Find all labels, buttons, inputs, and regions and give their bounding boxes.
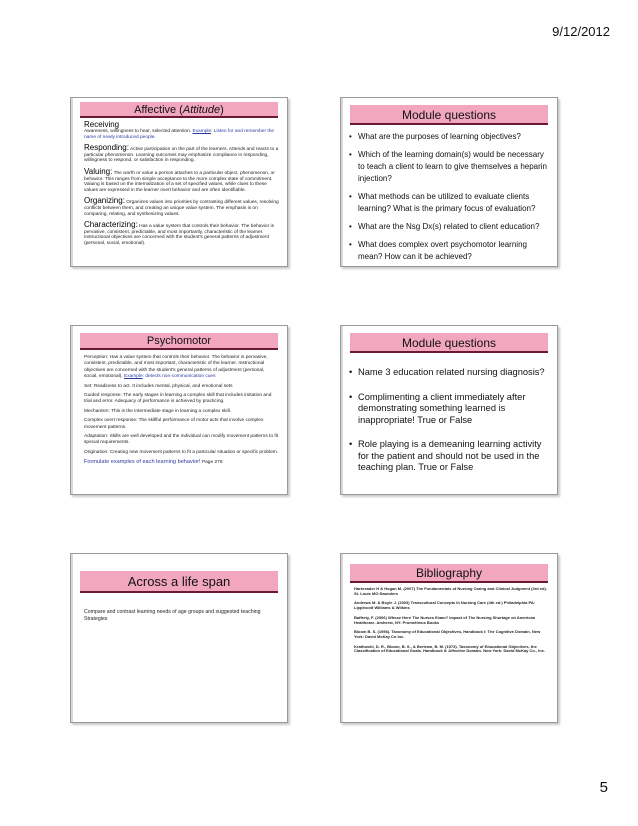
characterizing-term: Characterizing: bbox=[84, 220, 138, 230]
list-item: • Role playing is a demeaning learning activity for the patient and should not be used in the teaching plan. True or False bbox=[347, 439, 552, 474]
formulate-note: Formulate examples of each learning behavior! Page 278 bbox=[84, 459, 223, 466]
list-item: • Which of the learning domain(s) would be necessary to teach a client to learn to give themselves a heparin injection? bbox=[347, 149, 552, 185]
receiving-term: Receiving bbox=[84, 120, 120, 129]
perception-item: Perception: Has a value system that controls their behavior. The behavior is pervasive, consistent, predictable, and most important, characteristic of the learner. Instructional objectives are concerned with the student's general patterns of adjustment (personal, social, emotional). Example: detects non-communication cues bbox=[84, 355, 268, 380]
title-italic: Attitude bbox=[182, 104, 221, 116]
slide-title: Across a life span bbox=[80, 571, 278, 593]
organizing-term: Organizing: bbox=[84, 196, 125, 206]
slide-across-life-span bbox=[70, 553, 288, 723]
slide-title: Bibliography bbox=[350, 564, 548, 583]
question-list bbox=[347, 367, 552, 487]
list-item: Andrews M. & Boyle J. (2003) Transcultural Concepts In Nursing Care (4th ed.) Philadelphia PA: Lippincott Williams & Wilkins bbox=[354, 600, 536, 611]
responding-term: Responding: bbox=[84, 143, 129, 153]
page-date: 9/12/2012 bbox=[552, 24, 610, 39]
set-item: Set: Readiness to act. It includes mental, physical, and emotional sets bbox=[84, 383, 233, 389]
list-item: • What are the purposes of learning objectives? bbox=[347, 131, 552, 143]
list-item: Bafferty, F. (2006) Whose Here The Nurses Exam? Impact of The Nursing Shortage on American Healthcare. Amherst, NY: Prometheus Books bbox=[354, 614, 536, 625]
valuing-item: Valuing: The worth or value a person attaches to a particular object, phenomenon, or behavior. This ranges from simple acceptance to the more complex state of commitment. Valuing is based on the internalization of a set of specified values, while clues to these values are expressed in the learner overt behavior and are often identifiable. bbox=[84, 166, 275, 193]
slide-title: Module questions bbox=[350, 333, 548, 353]
slide-affective bbox=[70, 97, 288, 267]
origination-item: Origination: Creating new movement patterns to fit a particular situation or specific problem. bbox=[84, 449, 279, 455]
question-list bbox=[347, 131, 552, 267]
slide-bibliography bbox=[340, 553, 558, 723]
slide-title: Affective (Attitude) bbox=[80, 102, 278, 118]
list-item: • What are the Nsg Dx(s) related to client education? bbox=[347, 221, 552, 233]
reference-list bbox=[354, 587, 551, 659]
page-number: 5 bbox=[599, 779, 608, 796]
list-item: • What does complex overt psychomotor learning mean? How can it be achieved? bbox=[347, 239, 552, 263]
complex-response-item: Complex overt response: The skillful performance of motor acts that involve complex movement patterns. bbox=[84, 418, 264, 430]
example-link: Example bbox=[124, 374, 143, 380]
mechanism-item: Mechanism: This is the intermediate stage in learning a complex skill. bbox=[84, 408, 232, 414]
list-item: • Name 3 education related nursing diagnosis? bbox=[347, 367, 552, 379]
slide-psychomotor bbox=[70, 325, 288, 495]
slide-body: Compare and contrast learning needs of age groups and suggested teaching Strategies bbox=[84, 609, 261, 622]
example-link: Example bbox=[192, 129, 212, 134]
list-item: • Complimenting a client immediately after demonstrating something learned is inappropriate! True or False bbox=[347, 392, 552, 427]
slide-body bbox=[84, 355, 279, 470]
receiving-item: Receiving Awareness, willingness to hear, selected attention. Example: Listen for and remember the name of newly introduced people. bbox=[84, 120, 279, 140]
list-item: Bloom B. S. (1956). Taxonomy of Educational Objectives, Handbook I: The Cognitive Domain. New York: David McKay Co Inc. bbox=[354, 629, 541, 639]
slide-body bbox=[84, 120, 279, 250]
guided-response-item: Guided response: The early stages in learning a complex skill that includes imitation and trial and error. Adequacy of performance is achieved by practicing. bbox=[84, 393, 272, 405]
valuing-term: Valuing: bbox=[84, 166, 113, 176]
slide-module-questions-1 bbox=[340, 97, 558, 267]
slide-module-questions-2 bbox=[340, 325, 558, 495]
list-item: Krathwohl, D. R., Bloom, B. S., & Bertram, B. M. (1973). Taxonomy of Educational Objectives, the Classification of Educational Goals. Handbook II: Affective Domain. New York: David McKay Co., Inc. bbox=[354, 643, 546, 654]
slide-title: Module questions bbox=[350, 105, 548, 125]
organizing-item: Organizing: Organizes values into priorities by contrasting different values, resolving conflicts between them, and creating an unique value system. The emphasis is on comparing, relating, and synthesizing values. bbox=[84, 196, 279, 217]
adaptation-item: Adaptation: Skills are well developed and the individual can modify movement patterns to fit special requirements. bbox=[84, 434, 279, 446]
characterizing-item: Characterizing: Has a value system that controls their behavior. The behavior is pervasive, consistent, predictable, and most importantly, characteristic of the learner. Instructional objectives are concerned with the student's general patterns of adjustment (personal, social, emotional). bbox=[84, 220, 274, 246]
responding-item: Responding: Active participation on the part of the learners. Attends and reacts to a particular phenomenon. Learning outcomes may emphasize compliance in responding, willingness to respond, or satisfaction in responding. bbox=[84, 143, 279, 164]
slide-title: Psychomotor bbox=[80, 333, 278, 350]
list-item: • What methods can be utilized to evaluate clients learning? What is the primary focus of evaluation? bbox=[347, 191, 552, 215]
list-item: Harkreader H & Hogan M, (2007) The Fundamentals of Nursing Caring and Clinical Judgment (3rd ed). St. Louis MO:Saunders bbox=[354, 586, 547, 596]
